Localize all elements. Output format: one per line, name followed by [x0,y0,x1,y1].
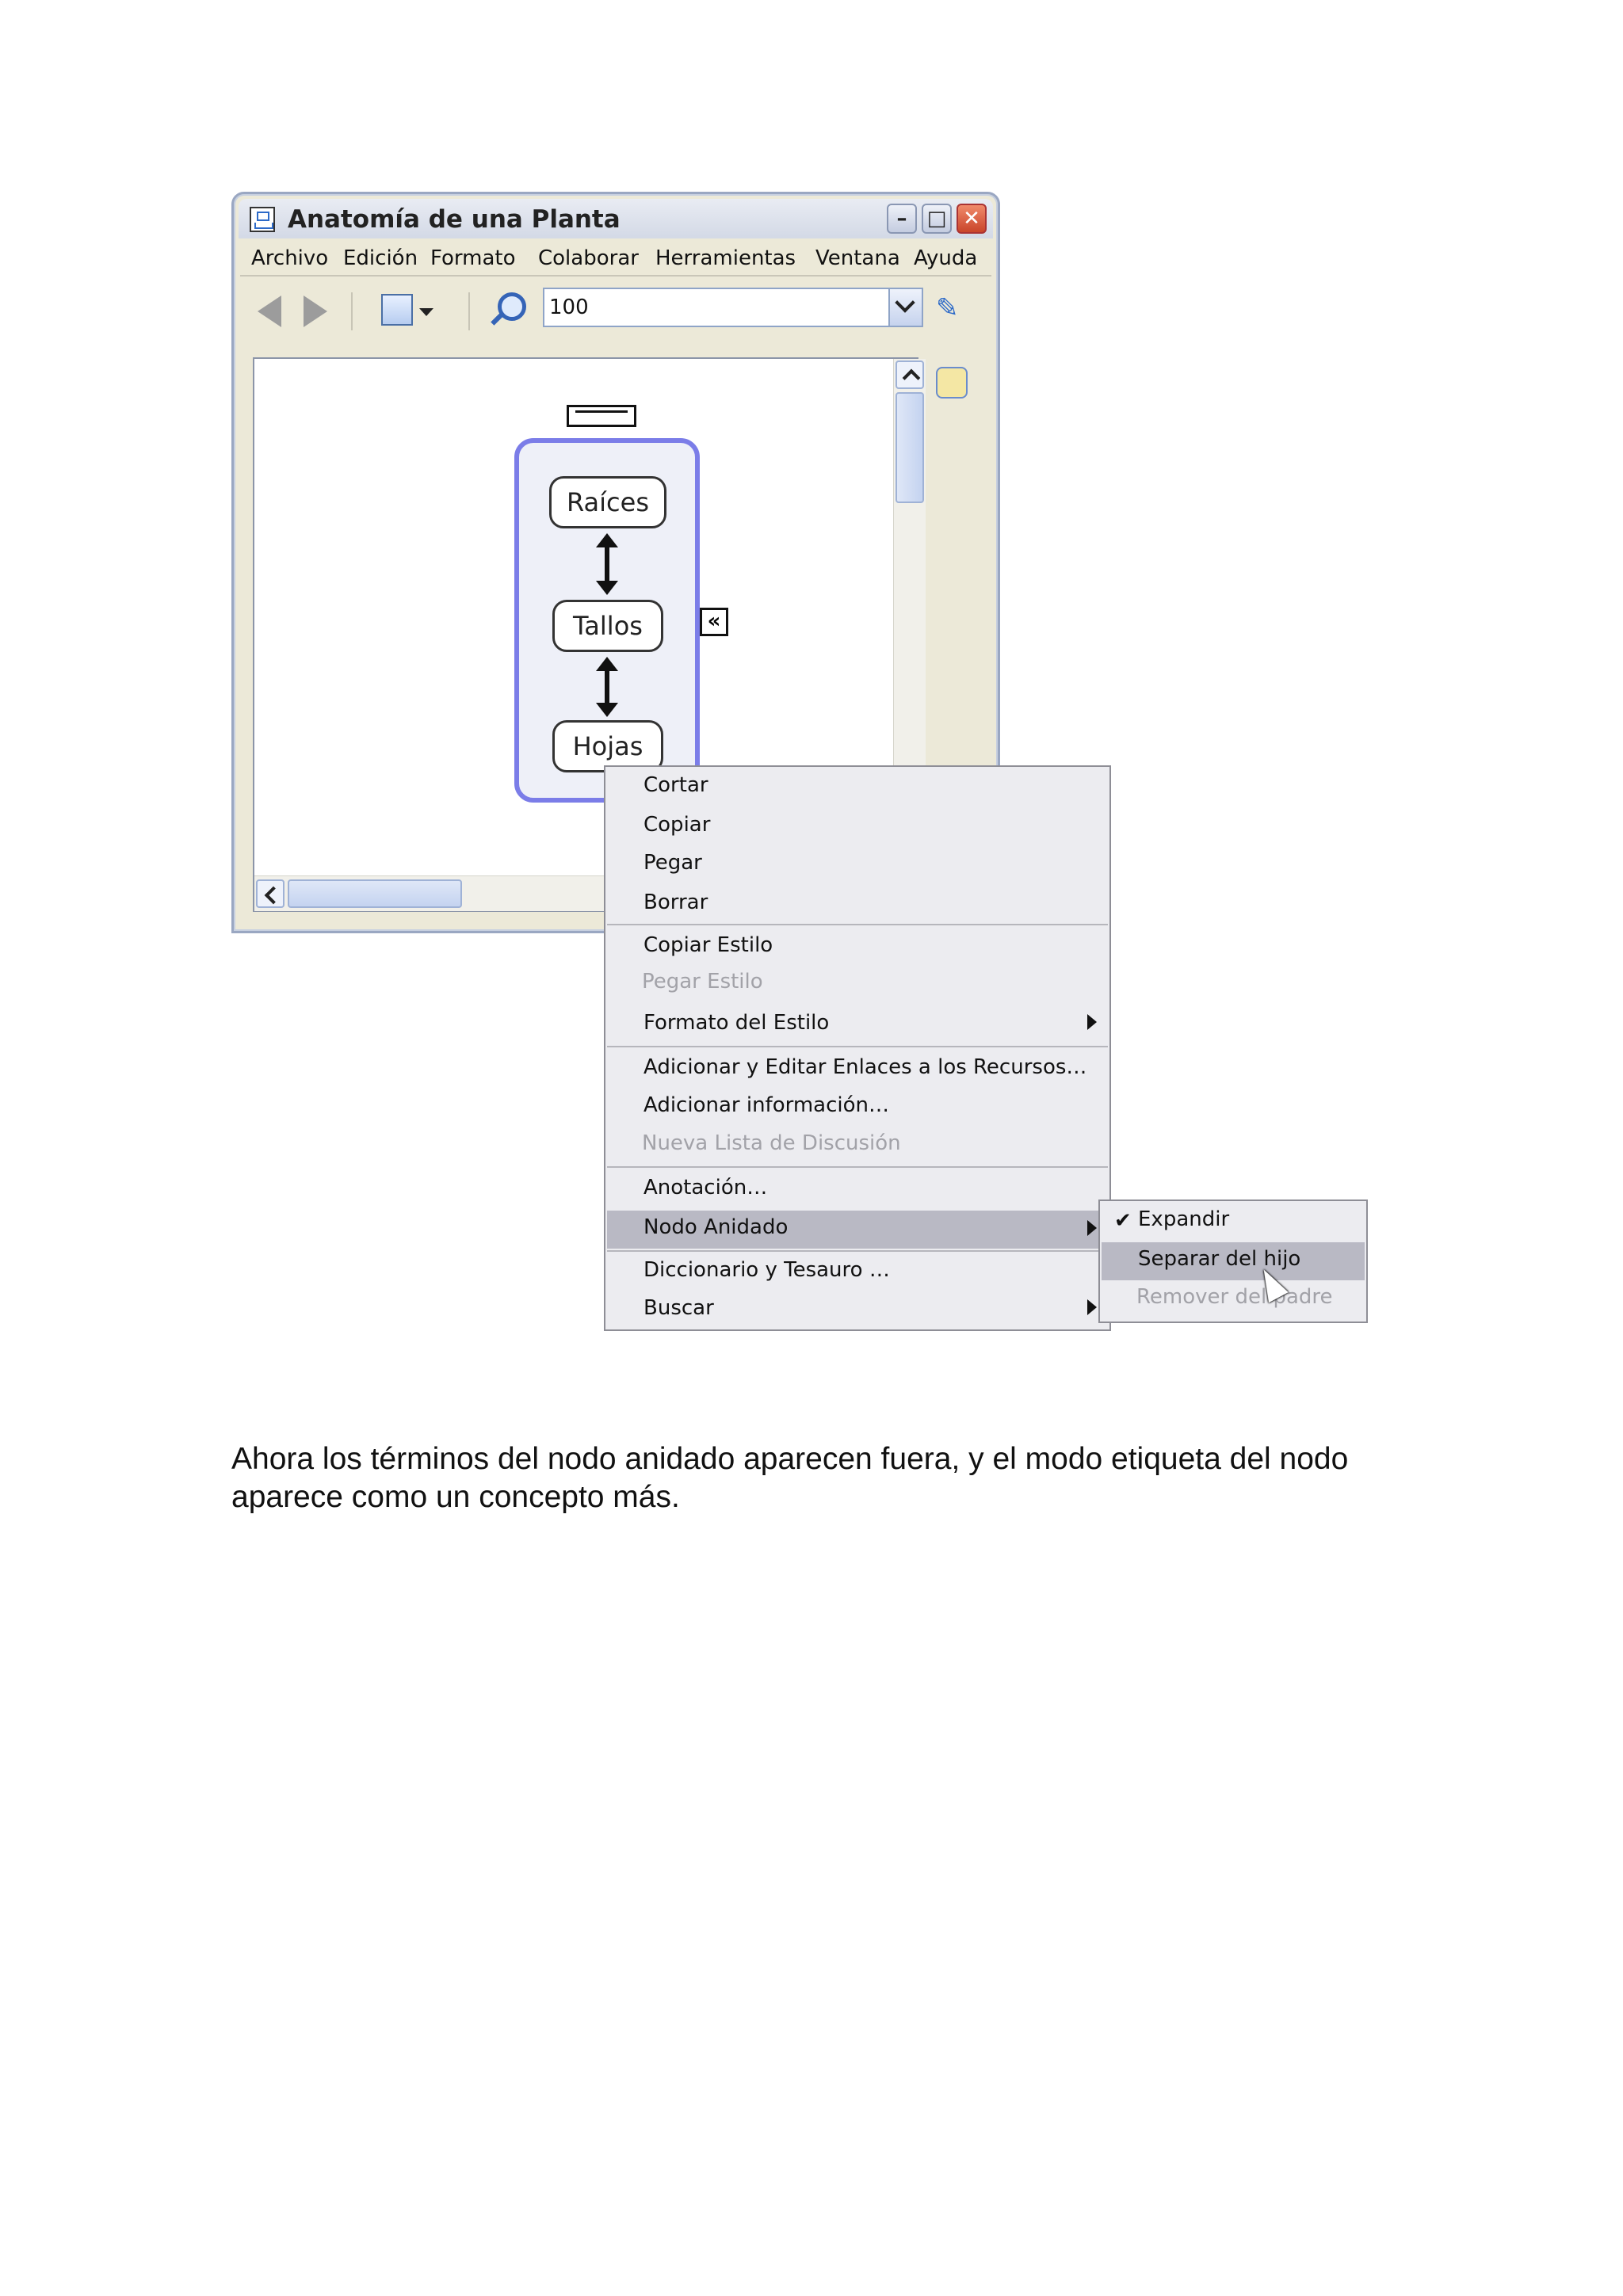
toolbar [240,277,991,348]
menu-ventana[interactable]: Ventana [815,246,900,270]
menu-separator [607,1166,1108,1168]
menu-herramientas[interactable]: Herramientas [655,246,796,270]
menu-item-cortar[interactable]: Cortar [643,773,708,797]
menu-item-copiar[interactable]: Copiar [643,813,711,837]
menu-item-adicionar-informacion[interactable]: Adicionar información… [643,1093,890,1117]
submenu-arrow-icon [1087,1299,1097,1315]
chevron-down-icon[interactable] [419,308,433,316]
concept-tallos[interactable]: Tallos [552,600,663,652]
window-title: Anatomía de una Planta [288,205,621,234]
scroll-left-button[interactable] [256,879,285,908]
submenu-arrow-icon [1087,1014,1097,1030]
submenu-item-expandir[interactable]: Expandir [1138,1207,1230,1231]
context-menu [604,765,1111,1331]
maximize-button[interactable] [922,204,952,234]
zoom-icon[interactable] [498,292,526,321]
zoom-input[interactable] [543,288,923,327]
menu-item-pegar-estilo: Pegar Estilo [642,970,763,994]
menu-archivo[interactable]: Archivo [251,246,329,270]
menu-colaborar[interactable]: Colaborar [538,246,639,270]
submenu-item-separar-hijo[interactable]: Separar del hijo [1138,1247,1301,1271]
submenu-nodo-anidado [1098,1199,1368,1323]
menu-ayuda[interactable]: Ayuda [914,246,978,270]
menu-separator [607,924,1108,925]
menu-item-nodo-anidado[interactable]: Nodo Anidado [643,1215,789,1239]
collaboration-icon[interactable] [936,367,968,399]
submenu-item-remover-padre: Remover del padre [1136,1285,1333,1309]
zoom-value: 100 [549,296,589,319]
toolbar-separator [468,292,470,330]
edit-style-icon[interactable]: ✎ [936,292,959,324]
menu-item-borrar[interactable]: Borrar [643,891,708,914]
menu-item-copiar-estilo[interactable]: Copiar Estilo [643,933,773,957]
link-arrow [605,543,609,585]
horizontal-scroll-thumb[interactable] [288,879,462,908]
close-icon: ✕ [963,207,980,231]
link-arrow [605,666,609,707]
collapse-icon[interactable]: « [700,608,728,636]
vertical-scroll-thumb[interactable] [896,392,924,503]
cmap-app-icon [250,207,275,232]
menu-formato[interactable]: Formato [430,246,516,270]
nested-node-handle[interactable] [567,405,636,427]
menu-edicion[interactable]: Edición [343,246,418,270]
minimize-button[interactable] [887,204,917,234]
title-bar[interactable] [239,199,993,238]
view-icon[interactable] [381,294,413,326]
menu-item-formato-estilo[interactable]: Formato del Estilo [643,1011,830,1035]
maximize-icon: □ [926,207,947,231]
menu-item-buscar[interactable]: Buscar [643,1296,714,1320]
close-button[interactable] [957,204,987,234]
menu-bar [240,240,991,277]
menu-item-anotacion[interactable]: Anotación… [643,1176,768,1199]
zoom-dropdown-button[interactable] [888,289,922,326]
menu-separator [607,1046,1108,1047]
menu-item-pegar[interactable]: Pegar [643,851,702,875]
checkmark-icon: ✔ [1114,1209,1132,1233]
scroll-up-button[interactable] [896,360,924,389]
submenu-arrow-icon [1087,1220,1097,1236]
toolbar-separator [351,292,353,330]
concept-hojas[interactable]: Hojas [552,720,663,772]
back-arrow-icon[interactable] [258,296,281,327]
caption-text: Ahora los términos del nodo anidado aparecen fuera, y el modo etiqueta del nodo aparece como un concepto más. [231,1442,1349,1514]
menu-separator [607,1250,1108,1252]
menu-item-diccionario[interactable]: Diccionario y Tesauro … [643,1258,890,1282]
menu-item-enlaces-recursos[interactable]: Adicionar y Editar Enlaces a los Recursos… [643,1055,1087,1079]
concept-raices[interactable]: Raíces [549,476,666,528]
forward-arrow-icon[interactable] [304,296,327,327]
menu-item-nueva-lista: Nueva Lista de Discusión [642,1131,901,1155]
minimize-icon: – [896,207,907,231]
